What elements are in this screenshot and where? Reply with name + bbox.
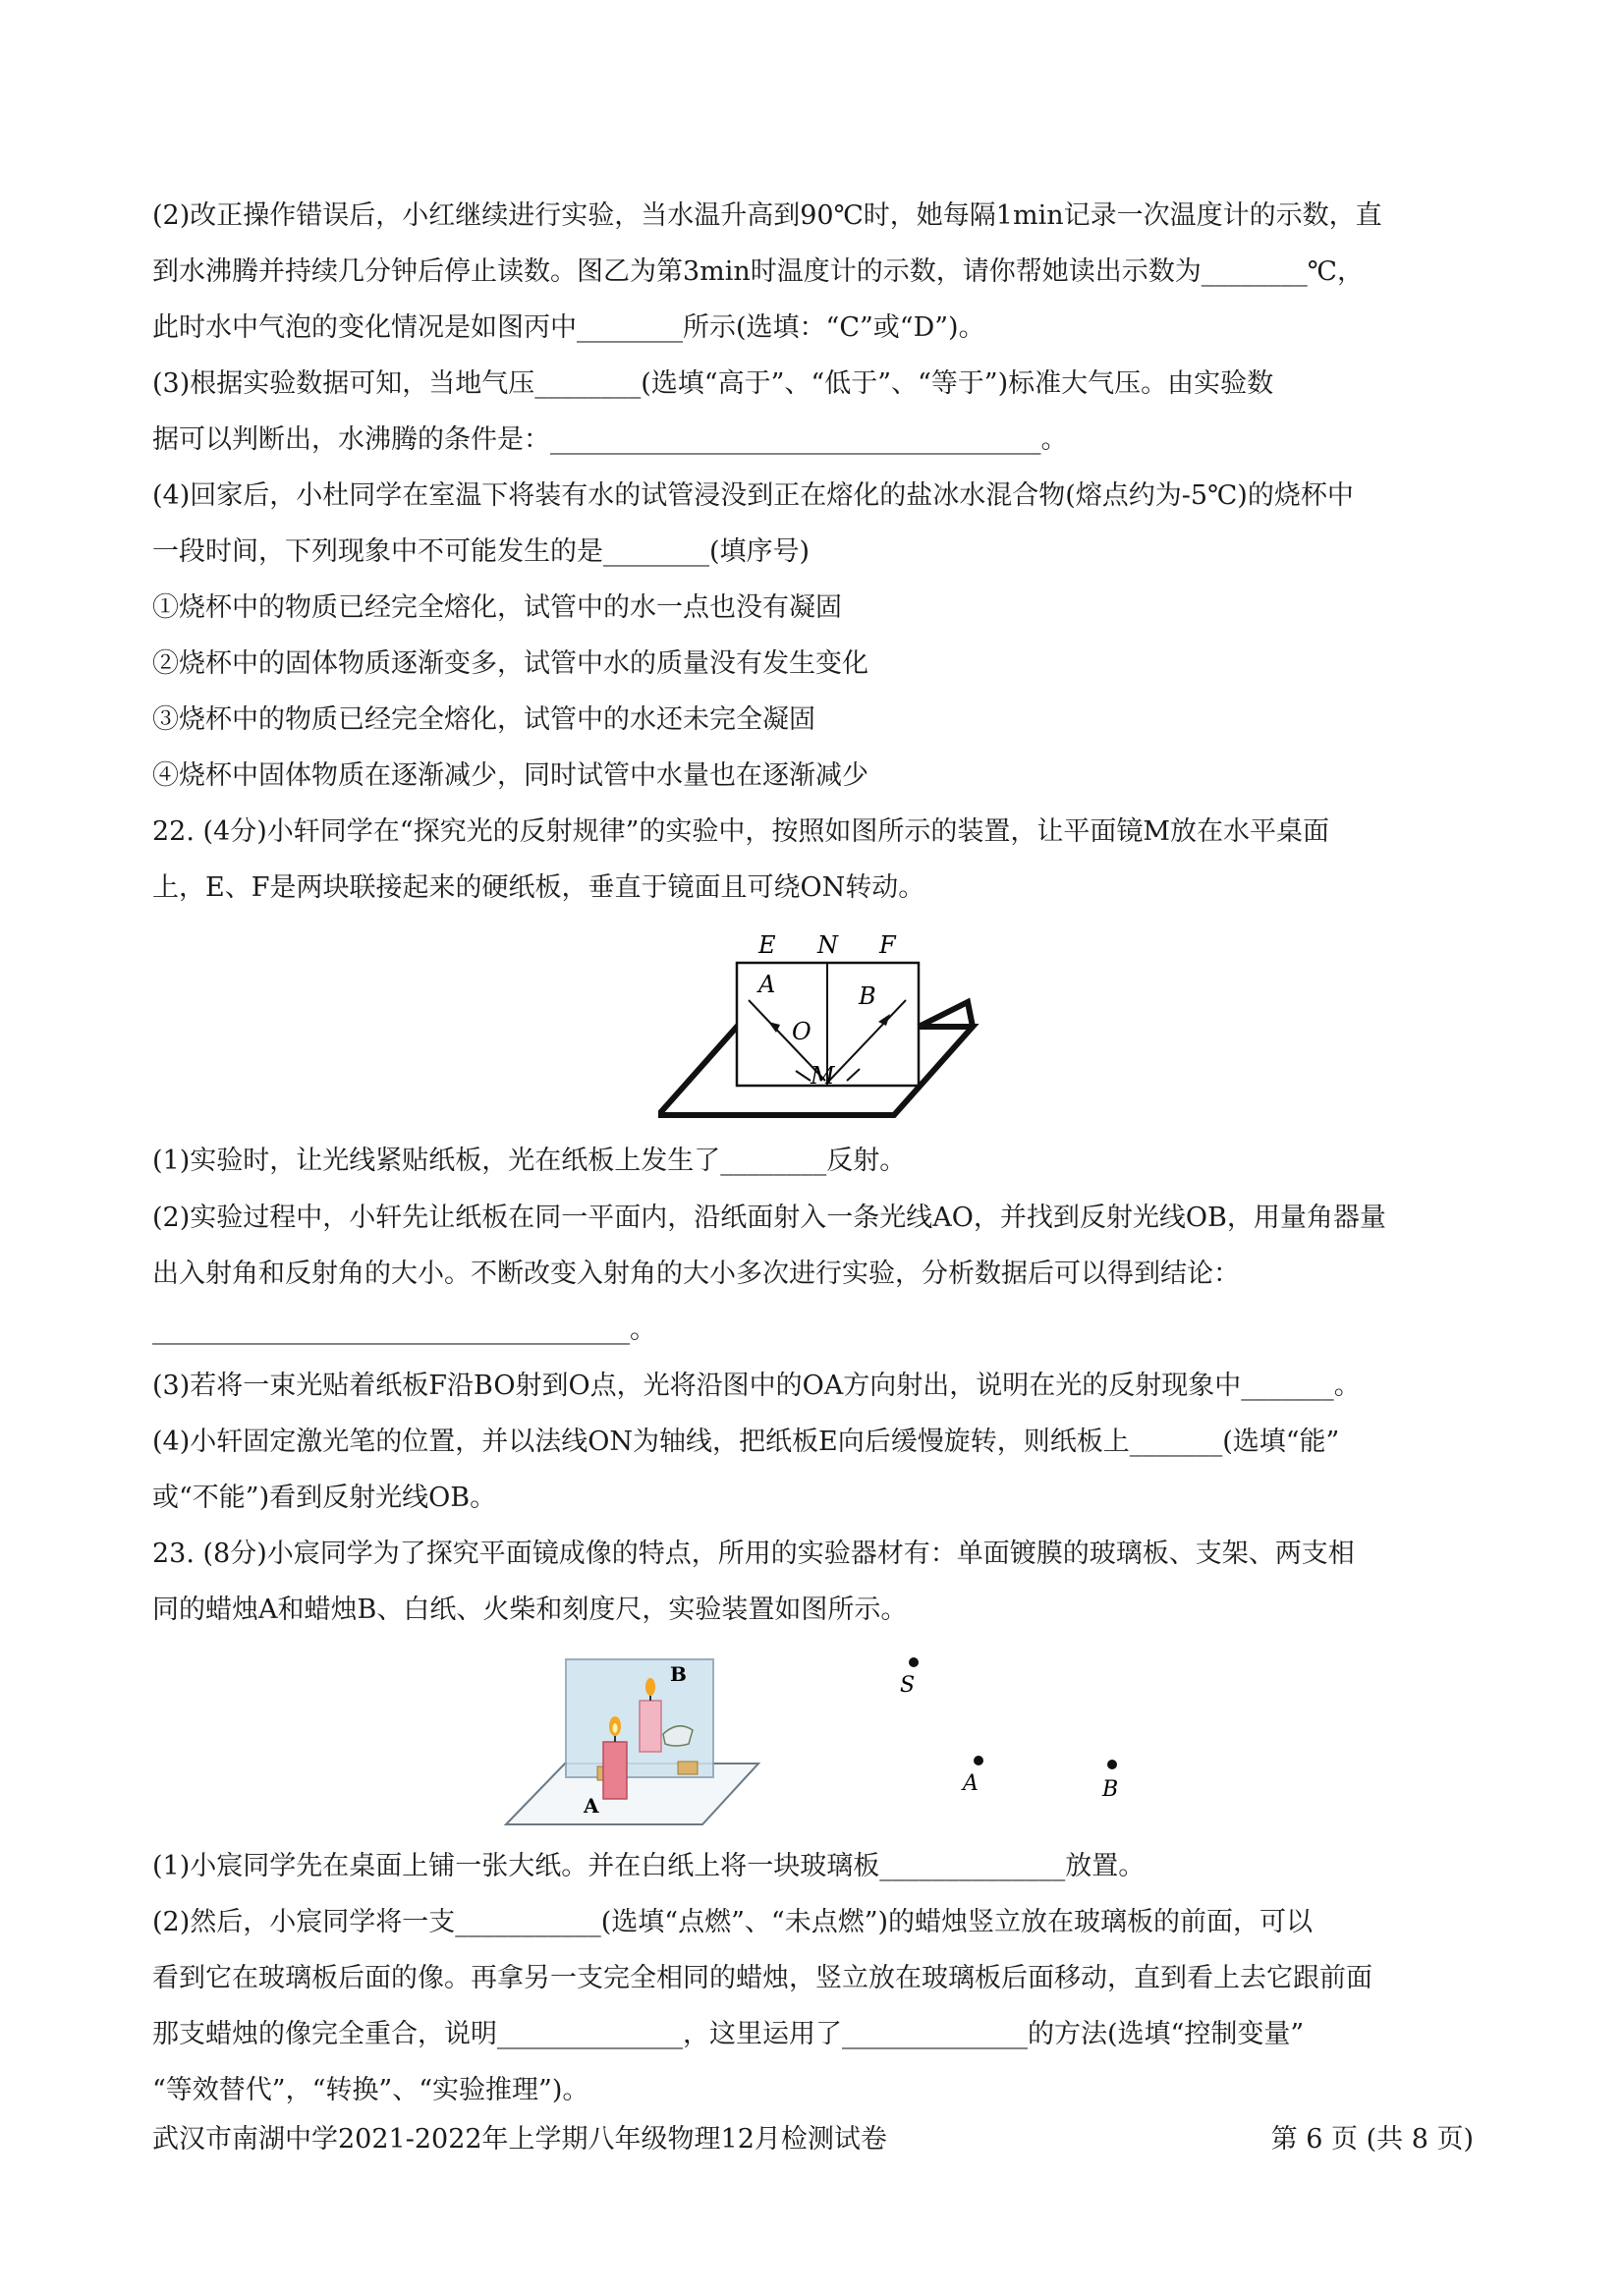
reflection-apparatus-figure <box>658 924 982 1120</box>
plane-mirror-candle-figure <box>501 1655 766 1837</box>
text-line: (4)回家后，小杜同学在室温下将装有水的试管浸没到正在熔化的盐冰水混合物(熔点约为-5℃)的烧杯中 <box>152 480 1354 511</box>
label-S: S <box>900 1673 916 1698</box>
points-figure <box>884 1651 1140 1808</box>
text-line: (1)实验时，让光线紧贴纸板，光在纸板上发生了________反射。 <box>152 1146 907 1176</box>
label-B: B <box>859 982 876 1010</box>
option-2: ②烧杯中的固体物质逐渐变多，试管中水的质量没有发生变化 <box>152 648 868 679</box>
candle-A <box>603 1742 627 1799</box>
cardboard-F-extension <box>919 1002 973 1027</box>
text-line: 那支蜡烛的像完全重合，说明______________，这里运用了______________的方法(选填“控制变量” <box>152 2019 1305 2049</box>
text-line: (1)小宸同学先在桌面上铺一张大纸。并在白纸上将一块玻璃板______________放置。 <box>152 1851 1146 1881</box>
label-F: F <box>879 931 896 959</box>
label-A: A <box>758 971 776 998</box>
point-B <box>1107 1760 1117 1769</box>
text-line: 或“不能”)看到反射光线OB。 <box>152 1483 497 1513</box>
label-B: B <box>1102 1777 1119 1802</box>
option-4: ④烧杯中固体物质在逐渐减少，同时试管中水量也在逐渐减少 <box>152 760 868 791</box>
answer-blank-line: ____________________________________。 <box>152 1315 656 1345</box>
option-3: ③烧杯中的物质已经完全熔化，试管中的水还未完全凝固 <box>152 704 815 735</box>
candle-B <box>640 1701 661 1752</box>
text-line: 此时水中气泡的变化情况是如图丙中________所示(选填：“C”或“D”)。 <box>152 312 985 343</box>
stand-right <box>678 1762 698 1774</box>
label-N: N <box>817 931 838 959</box>
text-line: 一段时间，下列现象中不可能发生的是________(填序号) <box>152 536 811 567</box>
text-line: (4)小轩固定激光笔的位置，并以法线ON为轴线，把纸板E向后缓慢旋转，则纸板上_______(选填“能” <box>152 1427 1340 1457</box>
candle-B-flame <box>645 1678 655 1696</box>
footer-exam-title: 武汉市南湖中学2021-2022年上学期八年级物理12月检测试卷 <box>152 2124 887 2155</box>
text-line: 出入射角和反射角的大小。不断改变入射角的大小多次进行实验，分析数据后可以得到结论： <box>152 1259 1240 1289</box>
text-line: 到水沸腾并持续几分钟后停止读数。图乙为第3min时温度计的示数，请你帮她读出示数为________℃， <box>152 256 1365 287</box>
question-23: 23. (8分)小宸同学为了探究平面镜成像的特点，所用的实验器材有：单面镀膜的玻璃板、支架、两支相 <box>152 1539 1355 1569</box>
text-line: 看到它在玻璃板后面的像。再拿另一支完全相同的蜡烛，竖立放在玻璃板后面移动，直到看上去它跟前面 <box>152 1963 1372 1993</box>
option-1: ①烧杯中的物质已经完全熔化，试管中的水一点也没有凝固 <box>152 592 842 623</box>
text-line: (2)实验过程中，小轩先让纸板在同一平面内，沿纸面射入一条光线AO，并找到反射光线OB，用量角器量 <box>152 1203 1386 1233</box>
text-line: “等效替代”，“转换”、“实验推理”)。 <box>152 2075 589 2105</box>
label-A: A <box>963 1771 979 1796</box>
point-A <box>974 1756 983 1765</box>
text-line: (3)根据实验数据可知，当地气压________(选填“高于”、“低于”、“等于”)标准大气压。由实验数 <box>152 368 1274 399</box>
label-M: M <box>811 1062 835 1090</box>
text-line: 同的蜡烛A和蜡烛B、白纸、火柴和刻度尺，实验装置如图所示。 <box>152 1595 908 1625</box>
label-A: A <box>584 1794 599 1818</box>
label-O: O <box>792 1018 812 1045</box>
text-line: (2)然后，小宸同学将一支___________(选填“点燃”、“未点燃”)的蜡烛竖立放在玻璃板的前面，可以 <box>152 1907 1314 1937</box>
text-line: (3)若将一束光贴着纸板F沿BO射到O点，光将沿图中的OA方向射出，说明在光的反射现象中_______。 <box>152 1371 1361 1401</box>
text-line: 上，E、F是两块联接起来的硬纸板，垂直于镜面且可绕ON转动。 <box>152 872 925 903</box>
point-S <box>909 1657 919 1667</box>
label-B: B <box>670 1662 687 1686</box>
question-22: 22. (4分)小轩同学在“探究光的反射规律”的实验中，按照如图所示的装置，让平面镜M放在水平桌面 <box>152 816 1330 847</box>
text-line: 据可以判断出，水沸腾的条件是：_____________________________________。 <box>152 424 1068 455</box>
label-E: E <box>758 931 776 959</box>
footer-page-number: 第 6 页 (共 8 页) <box>1270 2124 1474 2155</box>
text-line: (2)改正操作错误后，小红继续进行实验，当水温升高到90℃时，她每隔1min记录一次温度计的示数，直 <box>152 200 1382 231</box>
